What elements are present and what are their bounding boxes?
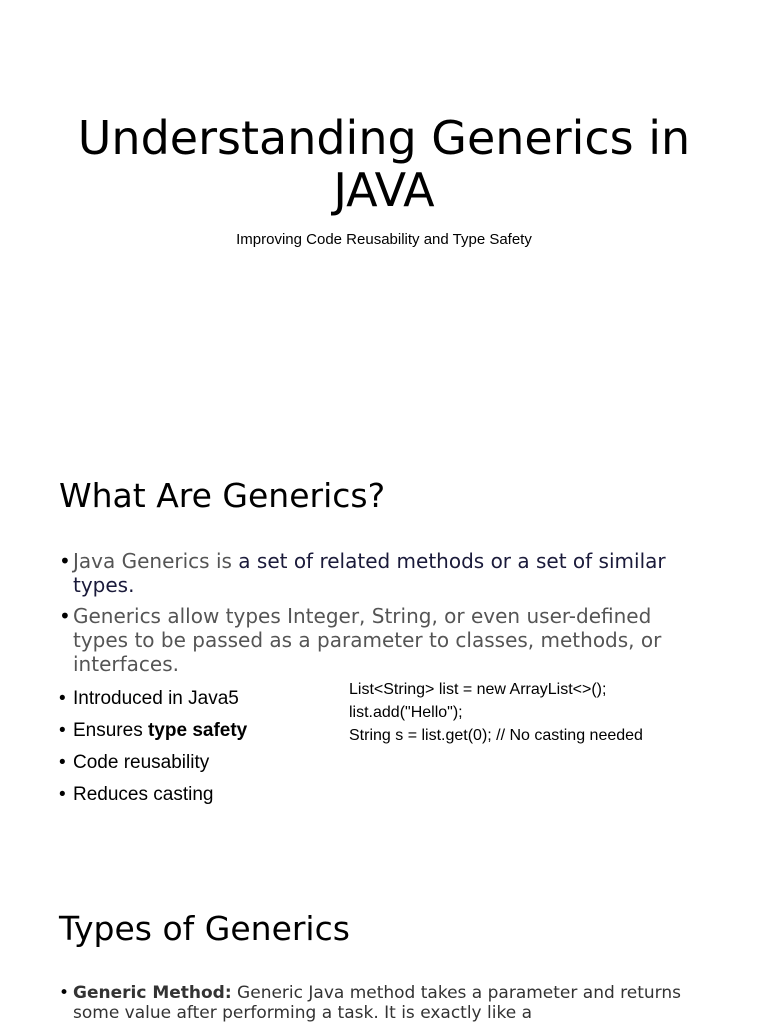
generics-definition-list — [59, 549, 699, 683]
list-item — [59, 687, 339, 711]
code-line: List<String> list = new ArrayList<>(); — [349, 681, 607, 698]
bullet-text: Reduces casting — [73, 784, 214, 805]
code-line: String s = list.get(0); // No casting needed — [349, 727, 643, 744]
code-line: list.add("Hello"); — [349, 704, 463, 721]
section-heading-what-are-generics: What Are Generics? — [59, 476, 386, 515]
slide-title: Understanding Generics in JAVA — [77, 111, 691, 217]
bold-text: type safety — [147, 720, 248, 741]
bullet-text: Introduced in Java5 — [73, 688, 239, 709]
generics-types-list — [59, 983, 699, 1023]
bullet-text: Generic Java method takes a parameter and returns some value after performing a task. It is exactly like a — [73, 983, 681, 1023]
bullet-text: Code reusability — [73, 752, 210, 773]
generics-benefits-list — [59, 687, 339, 815]
list-item — [59, 783, 339, 807]
slide-subtitle: Improving Code Reusability and Type Safety — [236, 231, 532, 248]
bullet-text: Ensures — [73, 720, 148, 741]
code-example — [349, 678, 729, 747]
list-item — [59, 983, 699, 1023]
bullet-text: Java Generics is — [73, 549, 239, 573]
bullet-text: Generics allow types Integer, String, or even user-defined types to be passed as a parameter to classes, methods, or interfaces. — [73, 604, 662, 676]
list-item — [59, 549, 699, 597]
list-item — [59, 604, 699, 676]
highlighted-text: a set of related methods or a set of similar types — [73, 549, 666, 597]
bullet-suffix: . — [128, 573, 135, 597]
section-heading-types-of-generics: Types of Generics — [59, 909, 350, 948]
list-item — [59, 751, 339, 775]
list-item — [59, 719, 339, 743]
bold-text: Generic Method: — [73, 983, 232, 1003]
